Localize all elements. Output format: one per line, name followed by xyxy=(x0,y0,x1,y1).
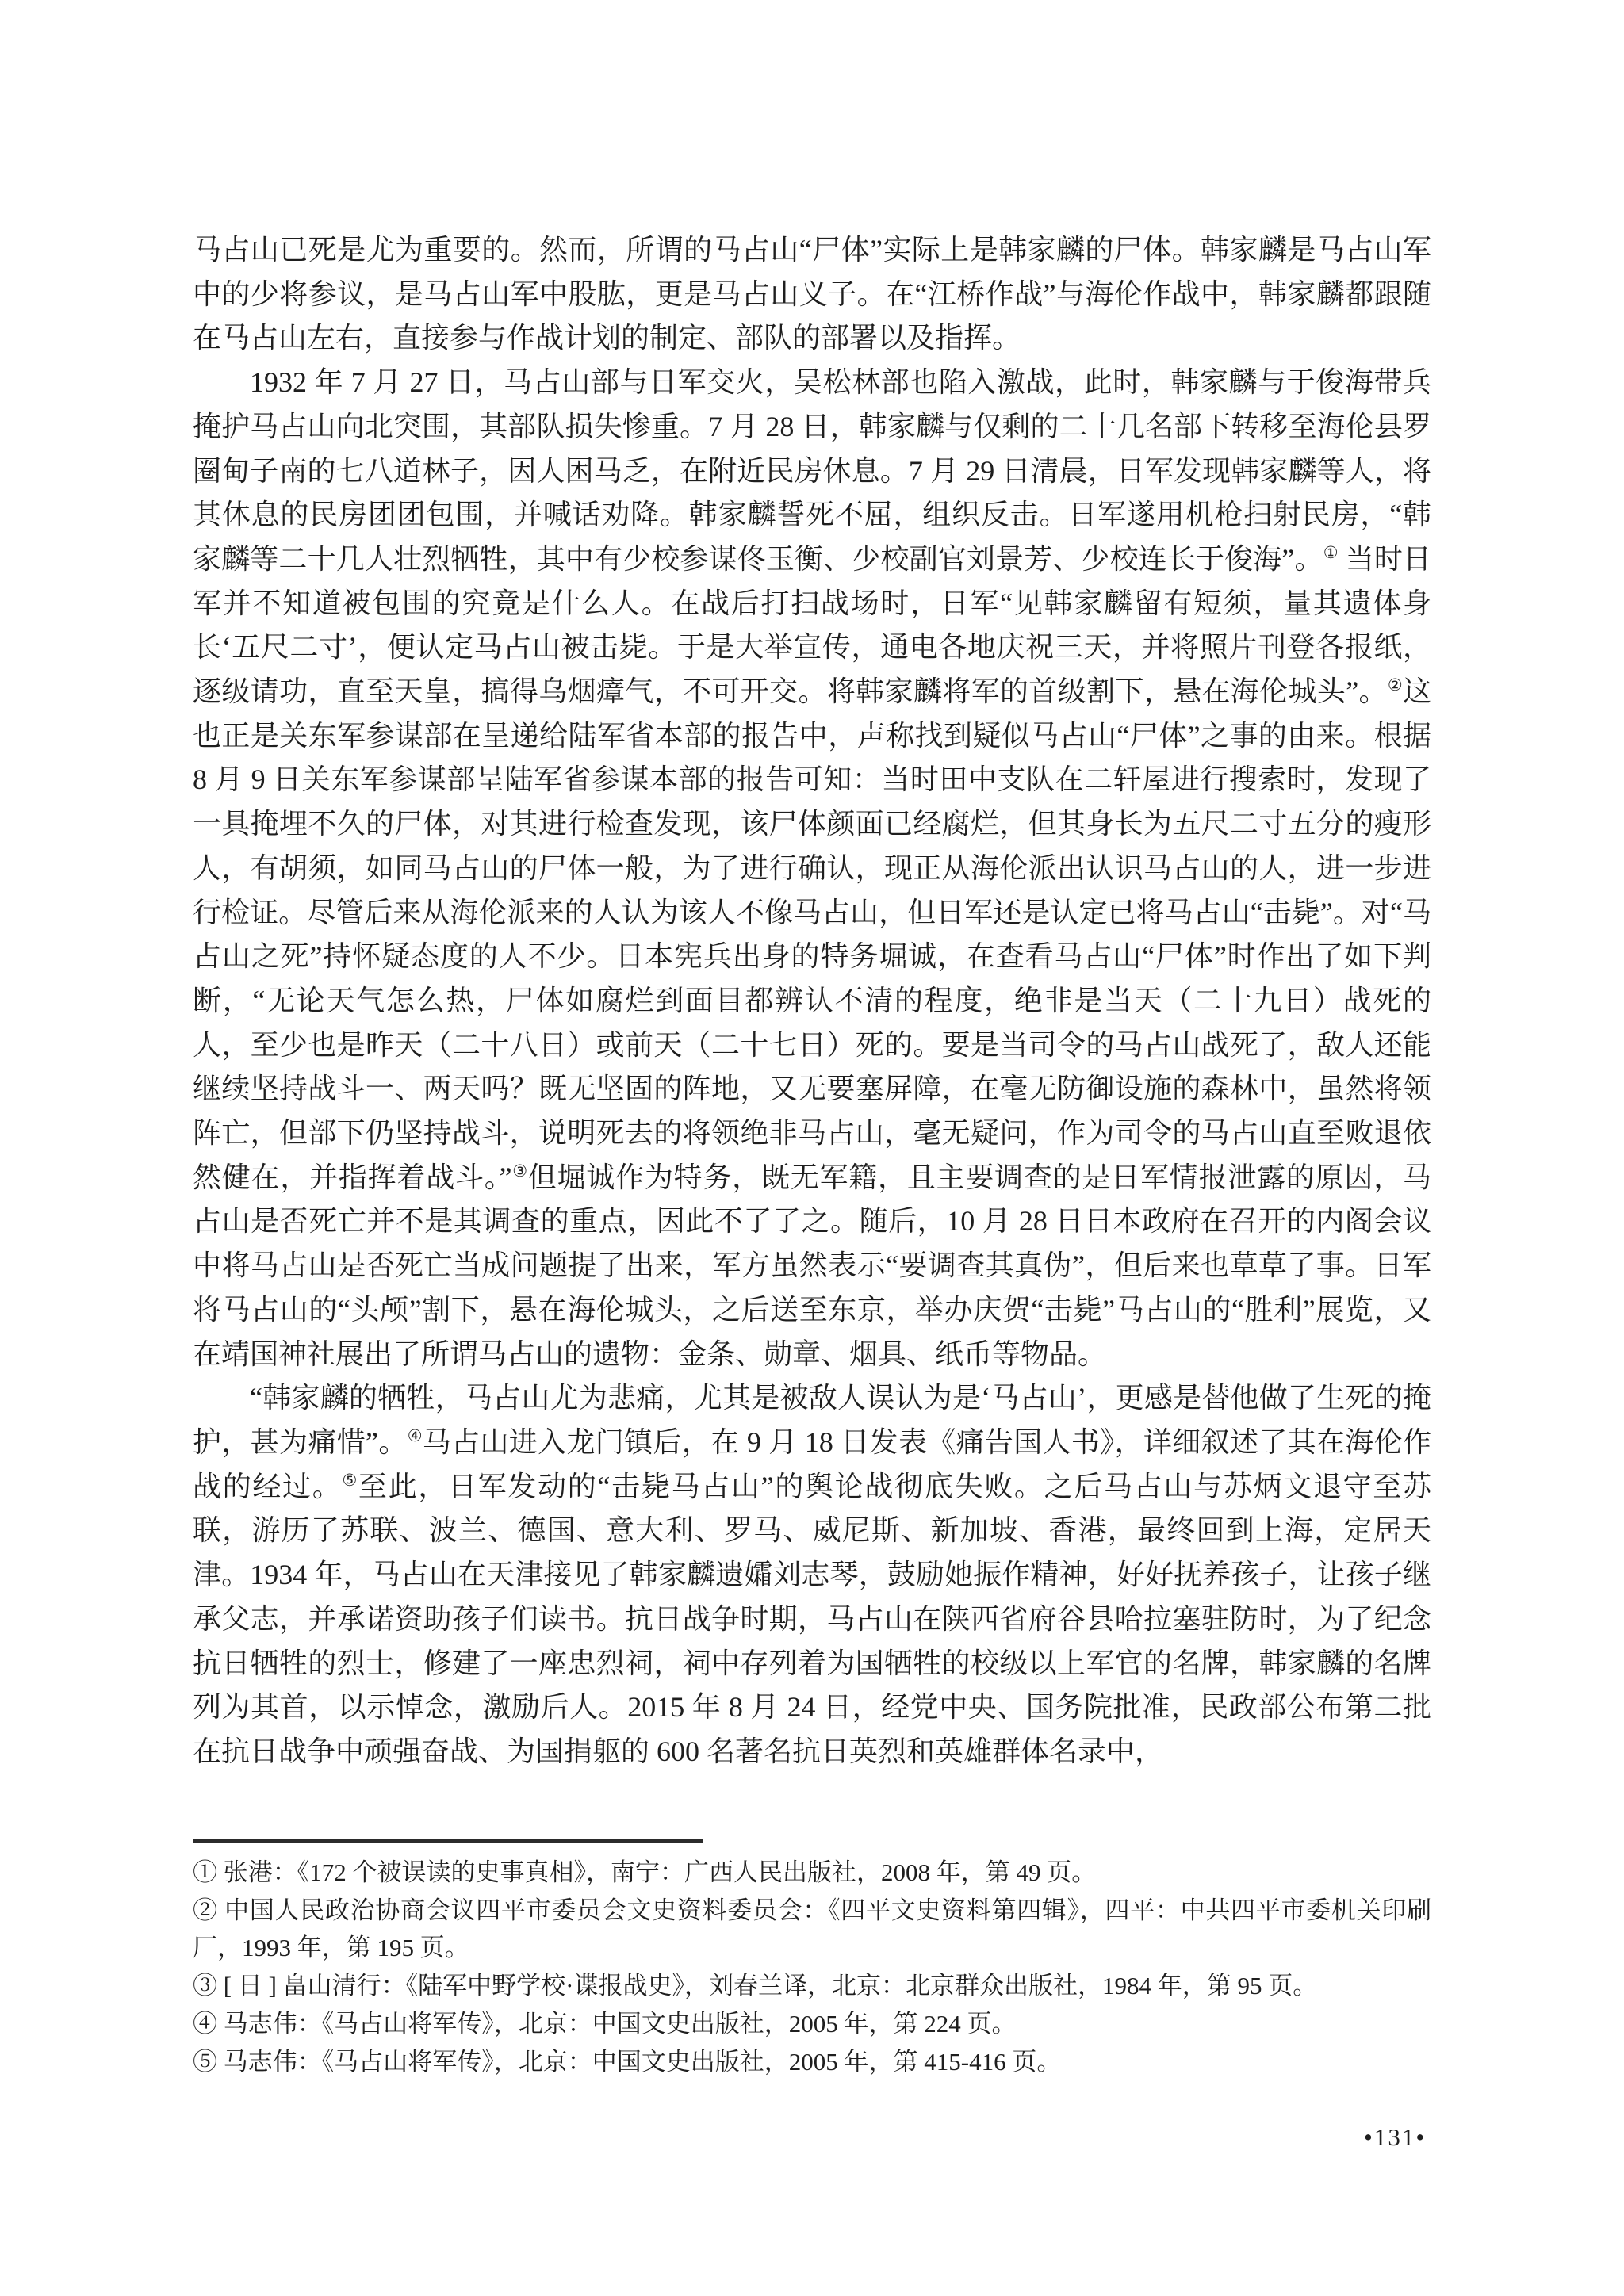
footnote-ref-marker: ③ xyxy=(511,1161,528,1181)
footnote-item: ③ [ 日 ] 畠山清行：《陆军中野学校·谍报战史》，刘春兰译，北京：北京群众出版社，1984 年，第 95 页。 xyxy=(193,1972,1318,1999)
body-paragraph: 1932 年 7 月 27 日，马占山部与日军交火，吴松林部也陷入激战，此时，韩家麟与于俊海带兵掩护马占山向北突围，其部队损失惨重。7 月 28 日，韩家麟与仅剩的二十几名部下转移至海伦县罗圈甸子南的七八道林子，因人困马乏，在附近民房休息。7 月 29 日清晨，日军发现韩家麟等人，将其休息的民房团团包围，并喊话劝降。韩家麟誓死不屈，组织反击。日军遂用机枪扫射民房，“韩家麟等二十几人壮烈牺牲，其中有少校参谋佟玉衡、少校副官刘景芳、少校连长于俊海”。① 当时日军并不知道被包围的究竟是什么人。在战后打扫战场时，日军“见韩家麟留有短须，量其遗体身长‘五尺二寸’，便认定马占山被击毙。于是大举宣传，通电各地庆祝三天，并将照片刊登各报纸，逐级请功，直至天皇，搞得乌烟瘴气，不可开交。将韩家麟将军的首级割下，悬在海伦城头”。②这也正是关东军参谋部在呈递给陆军省本部的报告中，声称找到疑似马占山“尸体”之事的由来。根据 8 月 9 日关东军参谋部呈陆军省参谋本部的报告可知：当时田中支队在二轩屋进行搜索时，发现了一具掩埋不久的尸体，对其进行检查发现，该尸体颜面已经腐烂，但其身长为五尺二寸五分的瘦形人，有胡须，如同马占山的尸体一般，为了进行确认，现正从海伦派出认识马占山的人，进一步进行检证。尽管后来从海伦派来的人认为该人不像马占山，但日军还是认定已将马占山“击毙”。对“马占山之死”持怀疑态度的人不少。日本宪兵出身的特务堀诚，在查看马占山“尸体”时作出了如下判断，“无论天气怎么热，尸体如腐烂到面目都辨认不清的程度，绝非是当天（二十九日）战死的人，至少也是昨天（二十八日）或前天（二十七日）死的。要是当司令的马占山战死了，敌人还能继续坚持战斗一、两天吗？既无坚固的阵地，又无要塞屏障，在毫无防御设施的森林中，虽然将领阵亡，但部下仍坚持战斗，说明死去的将领绝非马占山，毫无疑问，作为司令的马占山直至败退依然健在，并指挥着战斗。”③但堀诚作为特务，既无军籍，且主要调查的是日军情报泄露的原因，马占山是否死亡并不是其调查的重点，因此不了了之。随后，10 月 28 日日本政府在召开的内阁会议中将马占山是否死亡当成问题提了出来，军方虽然表示“要调查其真伪”，但后来也草草了事。日军将马占山的“头颅”割下，悬在海伦城头，之后送至东京，举办庆贺“击毙”马占山的“胜利”展览，又在靖国神社展出了所谓马占山的遗物：金条、勋章、烟具、纸币等物品。 xyxy=(193,366,1431,1370)
body-paragraph: “韩家麟的牺牲，马占山尤为悲痛，尤其是被敌人误认为是‘马占山’，更感是替他做了生死的掩护，甚为痛惜”。④马占山进入龙门镇后，在 9 月 18 日发表《痛告国人书》，详细叙述了其在海伦作战的经过。⑤至此，日军发动的“击毙马占山”的舆论战彻底失败。之后马占山与苏炳文退守至苏联，游历了苏联、波兰、德国、意大利、罗马、威尼斯、新加坡、香港，最终回到上海，定居天津。1934 年，马占山在天津接见了韩家麟遗孀刘志琴，鼓励她振作精神，好好抚养孩子，让孩子继承父志，并承诺资助孩子们读书。抗日战争时期，马占山在陕西省府谷县哈拉塞驻防时，为了纪念抗日牺牲的烈士，修建了一座忠烈祠，祠中存列着为国牺牲的校级以上军官的名牌，韩家麟的名牌列为其首，以示悼念，激励后人。2015 年 8 月 24 日，经党中央、国务院批准，民政部公布第二批在抗日战争中顽强奋战、为国捐躯的 600 名著名抗日英烈和英雄群体名录中， xyxy=(193,1382,1431,1767)
body-paragraph: 马占山已死是尤为重要的。然而，所谓的马占山“尸体”实际上是韩家麟的尸体。韩家麟是马占山军中的少将参议，是马占山军中股肱，更是马占山义子。在“江桥作战”与海伦作战中，韩家麟都跟随在马占山左右，直接参与作战计划的制定、部队的部署以及指挥。 xyxy=(193,234,1431,354)
page-number: •131• xyxy=(1364,2123,1427,2151)
body-text xyxy=(193,228,1431,1774)
footnote-item: ④ 马志伟：《马占山将军传》，北京：中国文史出版社，2005 年，第 224 页。 xyxy=(193,2010,1017,2038)
footnote-ref-marker: ⑤ xyxy=(342,1470,358,1490)
footnote-item: ⑤ 马志伟：《马占山将军传》，北京：中国文史出版社，2005 年，第 415-416 页。 xyxy=(193,2048,1062,2076)
footnote-item: ① 张港：《172 个被误读的史事真相》，南宁：广西人民出版社，2008 年，第 49 页。 xyxy=(193,1858,1097,1886)
footnote-item: ② 中国人民政治协商会议四平市委员会文史资料委员会：《四平文史资料第四辑》，四平：中共四平市委机关印刷厂，1993 年，第 195 页。 xyxy=(193,1896,1431,1961)
footnote-ref-marker: ④ xyxy=(407,1425,423,1445)
footnote-ref-marker: ① xyxy=(1323,542,1339,562)
footnote-separator-line xyxy=(193,1839,703,1843)
footnotes-list xyxy=(193,1854,1431,2081)
footnote-ref-marker: ② xyxy=(1387,675,1403,695)
